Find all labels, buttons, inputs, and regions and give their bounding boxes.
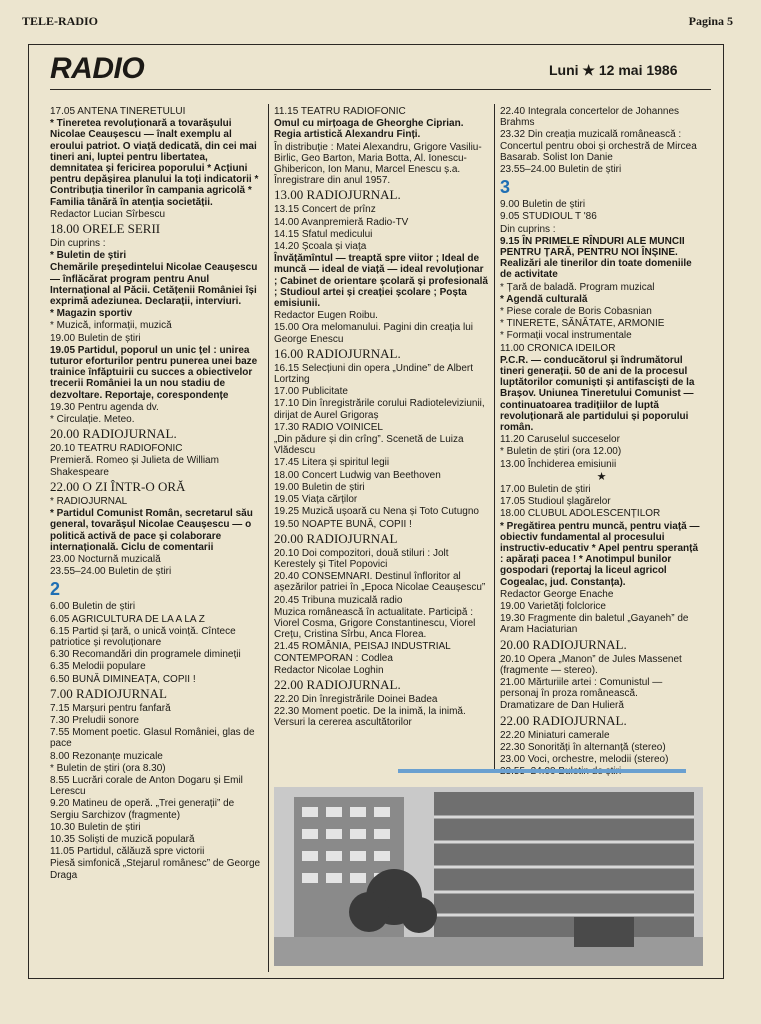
program-title: Concert Ludwig van Beethoven: [301, 469, 441, 481]
program-note: Redactor Nicolae Loghin: [274, 664, 384, 676]
program-title: O ZI ÎNTR-O ORĂ: [82, 478, 186, 494]
program-time: 17.10: [274, 398, 300, 410]
program-title: CONSEMNARI. Destinul înfloritor al așezărilor patriei în „Epoca Nicolae Ceaușescu”: [274, 571, 486, 594]
program-time: 19.30: [500, 613, 526, 625]
program-entry: [50, 626, 262, 648]
program-entry: [500, 742, 703, 753]
program-time: 20.00: [50, 426, 80, 442]
page-title: RADIO: [50, 52, 145, 85]
program-title: Melodii populare: [72, 661, 146, 673]
program-time: 17.45: [274, 457, 300, 469]
star-separator: ★: [596, 470, 607, 483]
program-time: 21.45: [274, 641, 300, 653]
program-entry: [50, 601, 262, 612]
program-entry: [50, 727, 262, 749]
program-time: 11.05: [50, 846, 75, 858]
page-number: Pagina 5: [688, 14, 733, 28]
program-entry: [50, 775, 262, 797]
program-note: * RADIOJURNAL: [50, 495, 128, 507]
program-title: RADIOJURNAL.: [306, 676, 401, 692]
program-time: 19.00: [500, 600, 526, 612]
program-entry: [50, 402, 262, 413]
program-time: 18.00: [500, 508, 526, 520]
program-time: 22.30: [500, 741, 526, 753]
program-title: Doi compozitori, două stiluri : Jolt Kerestely și Titel Popovici: [274, 547, 449, 570]
program-title: Sfatul medicului: [301, 228, 373, 240]
program-note: * Circulație. Meteo.: [50, 414, 135, 426]
program-title: Buletin de știri: [522, 199, 586, 211]
program-title: Recomandări din programele dimineții: [72, 649, 241, 661]
title-divider: [50, 89, 711, 90]
program-title: ORELE SERII: [82, 221, 161, 237]
program-title: Ora melomanului. Pagini din creația lui George Enescu: [274, 322, 474, 345]
program-note: În distribuție : Matei Alexandru, Grigore Vasiliu-Birlic, Geo Barton, Maria Botta, Al. Ionescu-Ghibericon, Ion Manu, Marcel Enescu ș.a. Înregistrare din anul 1957.: [274, 141, 482, 187]
program-note: Piesă simfonică „Stejarul românesc” de George Draga: [50, 858, 261, 881]
program-heading: [274, 347, 488, 361]
program-entry: [50, 649, 262, 660]
program-heading: [50, 480, 262, 494]
program-title: Varietăți folclorice: [527, 600, 606, 612]
program-heading: [500, 638, 703, 652]
program-entry: [50, 661, 262, 672]
program-note: Din cuprins :: [50, 238, 106, 250]
program-time: 20.40: [274, 571, 300, 583]
program-time: 9.05: [500, 211, 520, 223]
program-title: Sonorități în alternanță (stereo): [527, 741, 666, 753]
program-time: 22.20: [274, 693, 300, 705]
program-time: 11.15: [274, 106, 299, 117]
program-entry: [500, 496, 703, 507]
program-entry: [50, 846, 262, 857]
program-time: 19.05: [274, 494, 300, 506]
program-time: 13.00: [500, 458, 526, 470]
program-entry: [50, 333, 262, 344]
column-divider-1: [268, 104, 269, 972]
program-time: 23.32: [500, 129, 526, 141]
column-divider-2: [494, 104, 495, 772]
program-note: Redactor Lucian Sîrbescu: [50, 208, 166, 220]
program-note: * Muzică, informații, muzică: [50, 320, 172, 332]
program-time: 22.00: [50, 478, 80, 494]
program-time: 8.55: [50, 774, 70, 786]
program-entry: [274, 386, 488, 397]
program-time: 17.05: [500, 496, 526, 508]
program-title: Mărturiile artei : Comunistul — personaj în proza românească.: [500, 676, 663, 700]
program-title: Publicitate: [301, 386, 348, 398]
program-title: Soliști de muzică populară: [77, 833, 195, 845]
program-entry: [500, 654, 703, 676]
program-description: * Pregătirea pentru muncă, pentru viață — obiectiv fundamental al procesului instructiv-educativ * Apel pentru speranță : apărați pacea ! * Anotimpul bunilor gospodari (reportaj la liceul agricol Cogealac, jud. Constanța).: [500, 520, 700, 588]
program-entry: [500, 677, 703, 699]
program-description: 19.05 Partidul, poporul un unic țel : unirea tuturor eforturilor pentru punerea unei baze trainice înfăptuirii cu succes a obiectivelor trecerii României la un nou stadiu de dezvoltare. Reportaje, corespondențe: [50, 344, 258, 401]
city-buildings-photo: [274, 787, 703, 966]
program-note: „Din pădure și din crîng”. Scenetă de Luiza Vlădescu: [274, 434, 464, 457]
program-title: CLUBUL ADOLESCENȚILOR: [527, 508, 661, 520]
program-note: Dramatizare de Dan Hulieră: [500, 700, 624, 712]
program-description: * Tineretea revoluționară a tovarășului Nicolae Ceaușescu — înalt exemplu al eroului patriot. O viață dedicată, din cei mai tineri ani, luptei pentru libertatea, demnitatea și fericirea poporului * Acțiuni pentru depășirea planului la toți indicatorii * Contribuția tinerilor în campania agricolă * Familia tânără în atenția societății.: [50, 118, 259, 208]
program-entry: [274, 548, 488, 570]
program-time: 6.50: [50, 673, 70, 685]
program-entry: [274, 595, 488, 606]
program-heading: [50, 687, 262, 701]
program-title: Buletin de știri: [527, 483, 591, 495]
program-title: Voci, orchestre, melodii (stereo): [527, 753, 669, 765]
program-description: P.C.R. — conducătorul și îndrumătorul tineri generații. 50 de ani de la procesul luptătorilor comuniști și antifasciști de la Brașov. Uniunea Tineretului Comunist — continuatoarea tradițiilor de luptă revoluționară ale partidului și poporului român.: [500, 354, 695, 434]
program-title: RADIOJURNAL.: [532, 636, 627, 652]
program-title: Marșuri pentru fanfară: [72, 702, 171, 714]
program-description: 9.15 ÎN PRIMELE RÎNDURI ALE MUNCII PENTRU ȚARĂ, PENTRU NOI ÎNȘINE. Realizări ale tinerilor din toate domeniile de activitate: [500, 235, 692, 281]
program-time: 19.25: [274, 506, 300, 518]
page-header: [22, 14, 733, 30]
program-time: 23.00: [500, 753, 526, 765]
program-time: 9.00: [500, 199, 520, 211]
program-time: 20.00: [500, 636, 530, 652]
program-description: * Magazin sportiv: [50, 308, 133, 320]
program-entry: [274, 694, 488, 705]
program-title: RADIOJURNAL: [306, 530, 398, 546]
program-time: 19.00: [274, 481, 300, 493]
program-title: Pentru agenda dv.: [77, 401, 159, 413]
program-title: BUNĂ DIMINEAȚA, COPII !: [72, 673, 196, 685]
program-title: Școala și viața: [301, 241, 367, 253]
program-entry: [50, 554, 262, 565]
program-time: 6.00: [50, 601, 70, 613]
program-entry: [500, 199, 703, 210]
program-time: 13.00: [274, 187, 304, 203]
program-entry: [500, 106, 703, 128]
program-section-number: 3: [500, 177, 511, 198]
program-time: 7.30: [50, 714, 70, 726]
broadcast-date: Luni ★ 12 mai 1986: [549, 62, 678, 78]
program-heading: [274, 678, 488, 692]
program-time: 13.15: [274, 204, 300, 216]
program-time: 14.15: [274, 228, 300, 240]
program-note: Din cuprins :: [500, 223, 556, 235]
program-time: 6.15: [50, 625, 70, 637]
program-entry: [274, 506, 488, 517]
program-note: Redactor Eugen Roibu.: [274, 310, 378, 322]
program-entry: [500, 343, 703, 354]
program-heading: [274, 532, 488, 546]
program-entry: [274, 106, 488, 117]
program-time: 22.40: [500, 106, 526, 117]
program-title: Muzică ușoară cu Nena și Toto Cutugno: [301, 506, 479, 518]
program-title: Concert de prînz: [301, 204, 376, 216]
program-title: RADIOJURNAL.: [532, 712, 627, 728]
publication-name: TELE-RADIO: [22, 14, 99, 28]
program-title: STUDIOUL T '86: [522, 211, 597, 223]
program-title: AGRICULTURA DE LA A LA Z: [71, 613, 205, 625]
program-title: ROMÂNIA, PEISAJ INDUSTRIAL CONTEMPORAN : Codlea: [274, 641, 451, 664]
program-description: Chemările președintelui Nicolae Ceaușescu — înflăcărat program pentru Anul Internațional al Păcii. Cetățenii României își exprimă adeziunea. Declarații, interviuri.: [50, 262, 258, 308]
program-description: * Buletin de știri: [50, 250, 127, 262]
program-time: 23.00: [50, 553, 76, 565]
program-title: Viața cărților: [301, 494, 358, 506]
program-time: 22.20: [500, 729, 526, 741]
program-entry: [274, 457, 488, 468]
program-entry: [50, 614, 262, 625]
program-entry: [500, 459, 703, 470]
program-time: 16.00: [274, 345, 304, 361]
program-title: Fragmente din baletul „Gayaneh” de Aram Haciaturian: [500, 613, 689, 636]
program-title: Matineu de operă. „Trei generații” de Sergiu Sarchizov (fragmente): [50, 798, 235, 821]
program-time: 19.50: [274, 518, 300, 530]
program-entry: [50, 566, 262, 577]
program-entry: [500, 613, 703, 635]
program-heading: [50, 427, 262, 441]
program-note: * Buletin de știri (ora 8.30): [50, 762, 166, 774]
program-description: * Agendă culturală: [500, 293, 588, 305]
program-title: TEATRU RADIOFONIC: [77, 443, 183, 455]
program-title: Moment poetic. Glasul României, glas de pace: [50, 727, 255, 750]
program-time: 17.00: [274, 386, 300, 398]
program-note: Muzica românească în actualitate. Participă : Viorel Cosma, Grigore Constantinescu, Viorel Crețu, Cristina Sîrbu, Anca Florea.: [274, 606, 476, 641]
program-title: Buletin de știri: [77, 332, 141, 344]
program-entry: [50, 443, 262, 454]
program-entry: [274, 706, 488, 728]
program-title: Din creația muzicală românească : Concertul pentru oboi și orchestră de Mircea Basarab. Solist Ion Danie: [500, 129, 697, 163]
program-title: Selecțiuni din opera „Undine” de Albert Lortzing: [274, 362, 474, 386]
program-title: Avanpremieră Radio-TV: [301, 216, 409, 228]
program-time: 6.35: [50, 661, 70, 673]
program-entry: [274, 519, 488, 530]
program-title: Tribuna muzicală radio: [301, 594, 403, 606]
program-time: 18.00: [274, 469, 300, 481]
program-entry: [500, 434, 703, 445]
program-title: RADIO VOINICEL: [301, 421, 383, 433]
program-entry: [274, 494, 488, 505]
program-time: 23.55–24.00: [50, 566, 106, 578]
program-title: Moment poetic. De la inimă, la inimă. Versuri la cererea ascultătorilor: [274, 706, 466, 729]
program-title: ANTENA TINERETULUI: [77, 106, 186, 117]
program-time: 8.00: [50, 750, 70, 762]
program-title: Partid și țară, o unică voință. Cîntece patriotice și revoluționare: [50, 625, 236, 648]
program-entry: [500, 754, 703, 765]
program-entry: [50, 106, 262, 117]
program-title: Buletin de știri: [301, 481, 365, 493]
program-time: 11.20: [500, 434, 525, 446]
program-time: 19.00: [50, 332, 76, 344]
program-time: 14.00: [274, 216, 300, 228]
program-entry: [274, 470, 488, 481]
program-time: 7.55: [50, 727, 70, 739]
program-entry: [50, 674, 262, 685]
program-title: Integrala concertelor de Johannes Brahms: [500, 106, 680, 129]
program-title: Lucrări corale de Anton Dogaru și Emil Lerescu: [50, 774, 243, 798]
program-time: 21.00: [500, 676, 526, 688]
program-time: 6.30: [50, 649, 70, 661]
program-title: Din înregistrările corului Radioteleviziunii, dirijat de Aurel Grigoraș: [274, 398, 485, 421]
program-title: Litera și spiritul legii: [301, 457, 390, 469]
program-entry: [500, 211, 703, 222]
program-title: Buletin de știri: [108, 566, 172, 578]
program-entry: [274, 571, 488, 593]
program-title: RADIOJURNAL.: [82, 426, 177, 442]
program-entry: [500, 508, 703, 519]
program-title: Nocturnă muzicală: [77, 553, 161, 565]
program-heading: [50, 222, 262, 236]
program-description: Învățămîntul — treaptă spre viitor ; Ideal de muncă — ideal de viață — ideal revoluționar ; Cabinet de orientare școlară și profesională ; Studioul artei și creației școlare ; Poșta emisiunii.: [274, 253, 488, 310]
program-time: 20.45: [274, 594, 300, 606]
program-heading: [274, 188, 488, 202]
program-section-number: 2: [50, 579, 61, 600]
program-time: 6.05: [50, 613, 70, 625]
program-entry: [274, 229, 488, 240]
blue-divider: [398, 769, 686, 773]
program-title: CRONICA IDEILOR: [527, 342, 616, 354]
program-entry: [274, 204, 488, 215]
program-time: 7.00: [50, 685, 73, 701]
program-entry: [500, 730, 703, 741]
program-entry: [500, 484, 703, 495]
program-title: Preludii sonore: [72, 714, 139, 726]
program-title: Caruselul succeselor: [527, 434, 620, 446]
program-note: * TINERETE, SĂNĂTATE, ARMONIE: [500, 318, 665, 330]
program-entry: [50, 715, 262, 726]
program-title: Opera „Manon” de Jules Massenet (fragmente — stereo).: [500, 653, 682, 676]
program-note: * Țară de baladă. Program muzical: [500, 281, 655, 293]
program-time: 9.20: [50, 798, 70, 810]
program-title: Închiderea emisiunii: [527, 458, 617, 470]
schedule-column-1: [50, 106, 262, 972]
program-time: 10.30: [50, 821, 76, 833]
program-time: 18.00: [50, 221, 80, 237]
program-time: 22.00: [274, 676, 304, 692]
program-time: 16.15: [274, 362, 300, 374]
schedule-column-2: [274, 106, 488, 771]
program-entry: [274, 217, 488, 228]
program-title: Rezonanțe muzicale: [72, 750, 163, 762]
program-entry: [50, 751, 262, 762]
program-time: 15.00: [274, 322, 300, 334]
program-time: 17.30: [274, 421, 300, 433]
program-heading: [500, 714, 703, 728]
program-entry: [274, 241, 488, 252]
program-note: Premieră. Romeo și Julieta de William Shakespeare: [50, 455, 219, 478]
program-note: * Formații vocal instrumentale: [500, 330, 632, 342]
program-time: 20.10: [500, 653, 526, 665]
program-entry: [500, 164, 703, 175]
program-time: 22.00: [500, 712, 530, 728]
program-entry: [274, 398, 488, 420]
program-title: RADIOJURNAL: [76, 685, 167, 701]
program-time: 17.00: [500, 483, 526, 495]
program-time: 7.15: [50, 702, 70, 714]
program-title: Din înregistrările Doinei Badea: [301, 693, 438, 705]
schedule-column-3: [500, 106, 703, 771]
program-entry: [500, 601, 703, 612]
program-time: 11.00: [500, 342, 525, 354]
program-title: Partidul, călăuză spre victorii: [77, 846, 205, 858]
program-title: Buletin de știri: [77, 821, 141, 833]
program-title: Buletin de știri: [72, 601, 136, 613]
program-time: 19.30: [50, 401, 76, 413]
program-entry: [50, 703, 262, 714]
program-title: Miniaturi camerale: [527, 729, 610, 741]
program-time: 14.20: [274, 241, 300, 253]
program-note: Redactor George Enache: [500, 588, 614, 600]
program-entry: [274, 422, 488, 433]
program-time: 20.10: [50, 443, 76, 455]
program-entry: [274, 363, 488, 385]
program-title: NOAPTE BUNĂ, COPII !: [301, 518, 412, 530]
program-title: RADIOJURNAL.: [306, 187, 401, 203]
program-title: RADIOJURNAL.: [306, 345, 401, 361]
program-entry: [274, 641, 488, 663]
program-description: Omul cu mirțoaga de Gheorghe Ciprian. Regia artistică Alexandru Finți.: [274, 118, 464, 141]
program-time: 23.55–24.00: [500, 164, 556, 176]
program-entry: [274, 322, 488, 344]
program-title: TEATRU RADIOFONIC: [300, 106, 406, 117]
program-entry: [50, 798, 262, 820]
program-entry: [50, 834, 262, 845]
program-note: * Buletin de știri (ora 12.00): [500, 446, 622, 458]
program-description: * Partidul Comunist Român, secretarul său general, tovarășul Nicolae Ceaușescu — o politică activă de pace și colaborare internațională. Ciclu de comentarii: [50, 508, 253, 553]
program-time: 17.05: [50, 106, 76, 117]
program-time: 22.30: [274, 706, 300, 718]
program-entry: [50, 822, 262, 833]
program-note: * Piese corale de Boris Cobasnian: [500, 306, 652, 318]
program-time: 10.35: [50, 833, 76, 845]
program-title: Studioul șlagărelor: [527, 496, 611, 508]
program-entry: [274, 482, 488, 493]
program-time: 20.10: [274, 547, 300, 559]
program-time: 20.00: [274, 530, 304, 546]
program-title: Buletin de știri: [558, 164, 622, 176]
program-entry: [500, 129, 703, 163]
